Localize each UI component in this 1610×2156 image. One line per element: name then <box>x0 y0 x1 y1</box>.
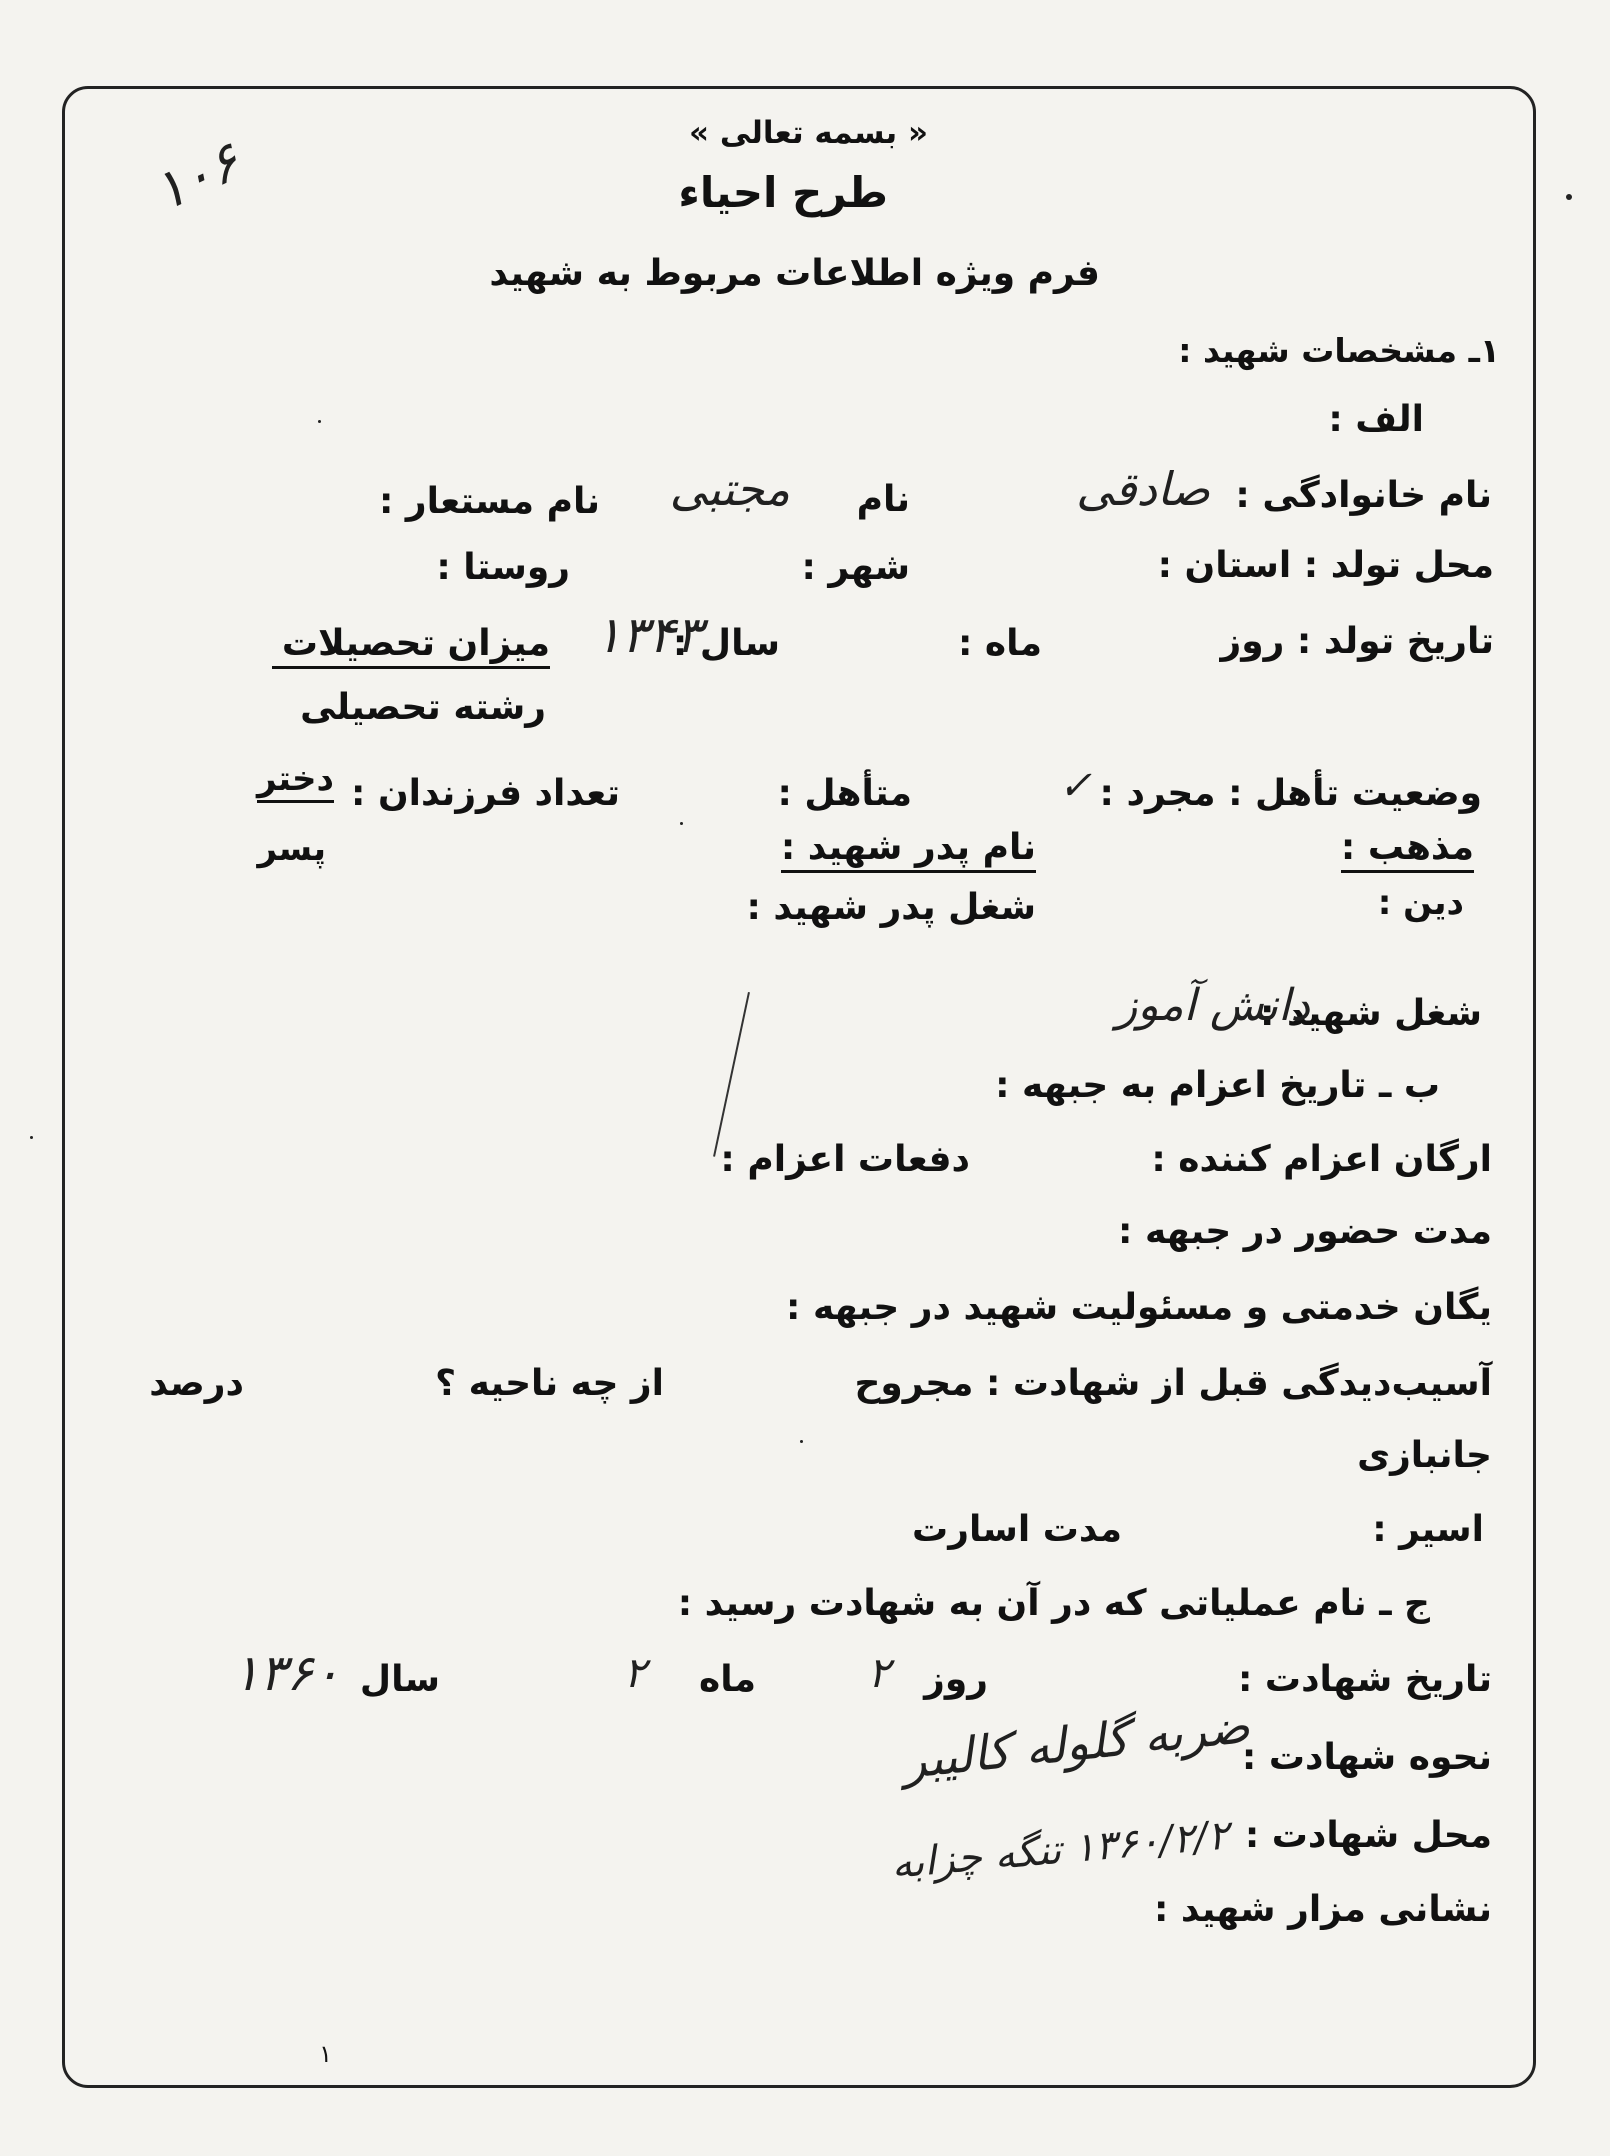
dispatch-org-label: ارگان اعزام کننده : <box>1151 1139 1492 1180</box>
marital-label: وضعیت تأهل : مجرد : <box>1099 773 1482 814</box>
religion-label: دین : <box>1377 883 1464 923</box>
martyrdom-day-value: ۲ <box>867 1648 890 1697</box>
martyrdom-month-value: ۲ <box>623 1648 646 1697</box>
children-label: تعداد فرزندان : <box>351 773 620 814</box>
birthplace-label: محل تولد : استان : <box>1157 545 1494 586</box>
speck <box>318 420 321 423</box>
captivity-label: مدت اسارت <box>912 1509 1122 1550</box>
birth-year-label: سال : <box>672 623 780 664</box>
dispatch-count-label: دفعات اعزام : <box>720 1139 970 1180</box>
place-label: محل شهادت : <box>1244 1815 1492 1856</box>
father-name-label: نام پدر شهید : <box>781 830 1036 873</box>
invocation: « بسمه تعالی » <box>689 115 928 151</box>
part-a-label: الف : <box>1328 399 1424 440</box>
martyrdom-date-label: تاریخ شهادت : <box>1237 1659 1492 1700</box>
birth-year-value: ۱۳۴۳ <box>594 606 702 664</box>
manner-value: ضربه گلوله کالیبر <box>899 1697 1252 1791</box>
speck <box>800 1440 803 1443</box>
field-label: رشته تحصیلی <box>300 687 546 728</box>
daughter-label: دختر <box>257 762 334 803</box>
martyrdom-year-value: ۱۳۶۰ <box>232 1644 340 1702</box>
region-label: از چه ناحیه ؟ <box>435 1363 664 1404</box>
single-mark: ✓ <box>1058 763 1092 809</box>
unit-label: یگان خدمتی و مسئولیت شهید در جبهه : <box>786 1287 1492 1328</box>
family-name-value: صادقی <box>1076 462 1210 516</box>
operation-label: ج ـ نام عملیاتی که در آن به شهادت رسید : <box>677 1583 1430 1624</box>
son-label: پسر <box>257 829 326 869</box>
dispatch-date-label: ب ـ تاریخ اعزام به جبهه : <box>995 1065 1440 1106</box>
veteran-label: جانبازی <box>1357 1435 1492 1476</box>
birth-month-label: ماه : <box>958 623 1042 664</box>
grave-label: نشانی مزار شهید : <box>1153 1889 1492 1930</box>
first-name-value: مجتبی <box>669 462 790 516</box>
village-label: روستا : <box>436 547 570 588</box>
martyrdom-year-label: سال <box>359 1659 440 1700</box>
birth-date-label: تاریخ تولد : روز <box>1220 621 1494 662</box>
sect-label: مذهب : <box>1341 830 1474 873</box>
married-label: متأهل : <box>777 773 912 814</box>
speck <box>1566 194 1572 200</box>
family-name-label: نام خانوادگی : <box>1235 475 1492 516</box>
injury-label: آسیب‌دیدگی قبل از شهادت : مجروح <box>854 1363 1492 1404</box>
corner-number: ۱۰۶ <box>143 129 250 224</box>
alias-label: نام مستعار : <box>378 481 600 522</box>
place-value: ۱۳۶۰/۲/۲ تنگه چزابه <box>890 1812 1232 1888</box>
manner-label: نحوه شهادت : <box>1241 1737 1492 1778</box>
speck <box>680 822 683 825</box>
martyrdom-day-label: روز <box>924 1659 988 1700</box>
martyrdom-month-label: ماه <box>698 1659 756 1700</box>
education-label: میزان تحصیلات <box>272 626 550 669</box>
job-value: دانش آموز <box>1116 980 1310 1031</box>
city-label: شهر : <box>801 547 910 588</box>
project-title: طرح احیاء <box>678 168 888 217</box>
first-name-label: نام <box>856 479 910 520</box>
job-label: شغل شهید : <box>1260 993 1482 1034</box>
front-duration-label: مدت حضور در جبهه : <box>1118 1211 1492 1252</box>
form-title: فرم ویژه اطلاعات مربوط به شهید <box>489 253 1100 294</box>
page-mark: ۱ <box>319 2040 332 2068</box>
father-job-label: شغل پدر شهید : <box>746 887 1036 928</box>
percent-label: درصد <box>149 1363 244 1404</box>
speck <box>30 1136 33 1139</box>
captive-label: اسیر : <box>1372 1509 1484 1550</box>
section1-title: ۱ـ مشخصات شهید : <box>1178 331 1500 370</box>
